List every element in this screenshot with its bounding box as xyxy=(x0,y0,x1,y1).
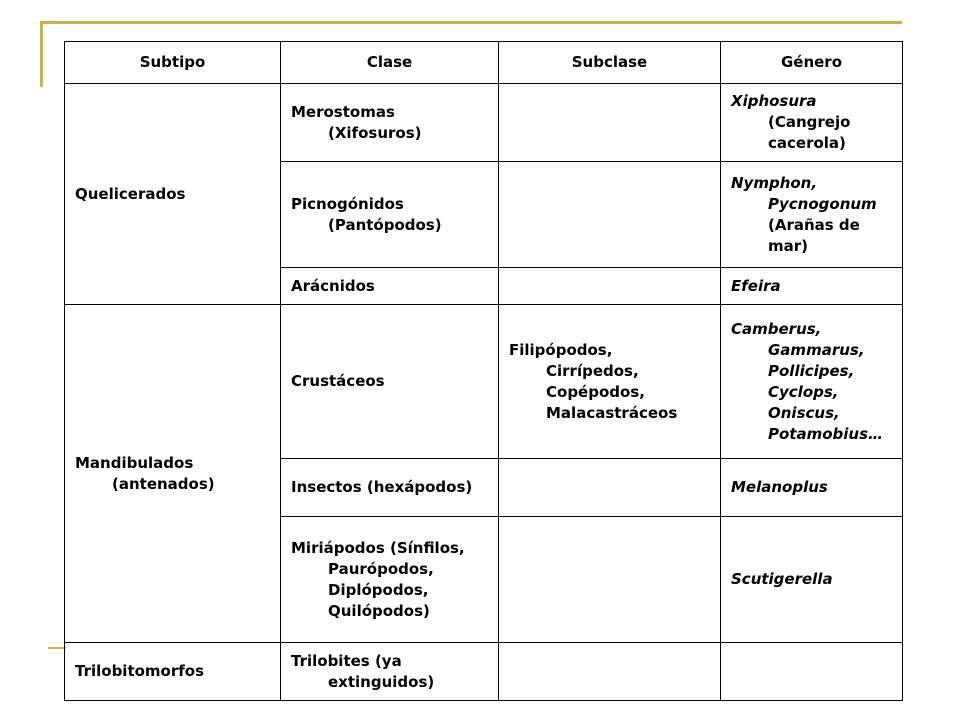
header-clase: Clase xyxy=(281,42,499,84)
decorative-top-line xyxy=(40,21,902,24)
decorative-left-line xyxy=(40,21,43,87)
subclase-cell xyxy=(499,517,721,643)
clase-cell: Crustáceos xyxy=(281,305,499,459)
clase-cell: Insectos (hexápodos) xyxy=(281,459,499,517)
genero-cell: Melanoplus xyxy=(721,459,903,517)
subclase-cell xyxy=(499,84,721,162)
header-row xyxy=(65,42,903,84)
subtipo-cell: Mandibulados (antenados) xyxy=(65,305,281,643)
genero-cell: Scutigerella xyxy=(721,517,903,643)
header-genero: Género xyxy=(721,42,903,84)
clase-cell: Merostomas (Xifosuros) xyxy=(281,84,499,162)
clase-cell: Picnogónidos (Pantópodos) xyxy=(281,162,499,268)
genero-cell xyxy=(721,643,903,701)
genero-cell: Camberus, Gammarus, Pollicipes, Cyclops, Oniscus, Potamobius… xyxy=(721,305,903,459)
subclase-cell xyxy=(499,268,721,305)
subclase-cell xyxy=(499,459,721,517)
table-row xyxy=(65,643,903,701)
subclase-cell: Filipópodos, Cirrípedos, Copépodos, Malacastráceos xyxy=(499,305,721,459)
clase-cell: Miriápodos (Sínfilos, Paurópodos, Diplópodos, Quilópodos) xyxy=(281,517,499,643)
table-row xyxy=(65,305,903,459)
genero-cell: Xiphosura (Cangrejo cacerola) xyxy=(721,84,903,162)
header-subtipo: Subtipo xyxy=(65,42,281,84)
genero-cell: Efeira xyxy=(721,268,903,305)
clase-cell: Arácnidos xyxy=(281,268,499,305)
subclase-cell xyxy=(499,643,721,701)
subtipo-cell: Quelicerados xyxy=(65,84,281,305)
subtipo-cell: Trilobitomorfos xyxy=(65,643,281,701)
taxonomy-table xyxy=(64,41,903,701)
header-subclase: Subclase xyxy=(499,42,721,84)
genero-cell: Nymphon, Pycnogonum (Arañas de mar) xyxy=(721,162,903,268)
clase-cell: Trilobites (ya extinguidos) xyxy=(281,643,499,701)
subclase-cell xyxy=(499,162,721,268)
table-row xyxy=(65,84,903,162)
